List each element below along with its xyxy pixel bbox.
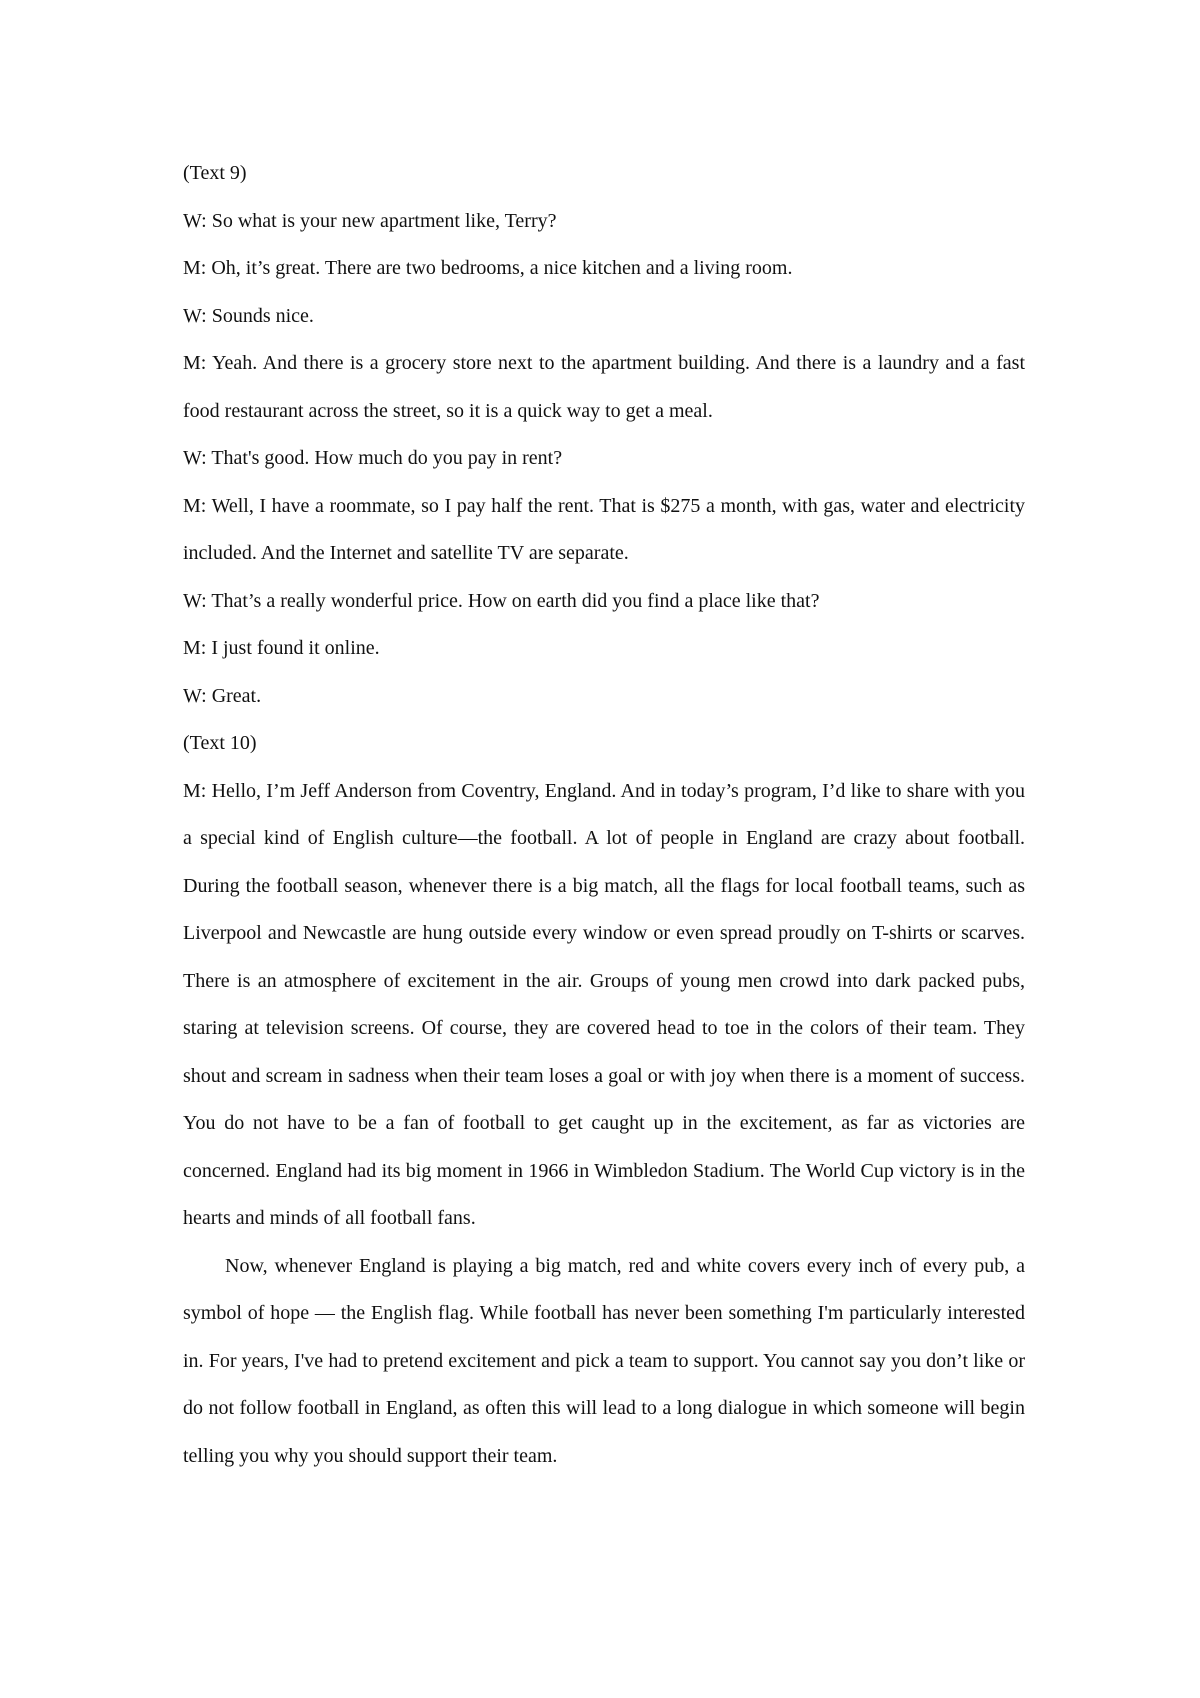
dialogue-line: M: Yeah. And there is a grocery store next to the apartment building. And there is a laundry and a fast food restaurant across the street, so it is a quick way to get a meal. — [183, 352, 1025, 422]
dialogue-line: W: That’s a really wonderful price. How on earth did you find a place like that? — [183, 589, 820, 612]
dialogue-line: W: Great. — [183, 684, 262, 707]
monologue-paragraph: M: Hello, I’m Jeff Anderson from Coventry, England. And in today’s program, I’d like to share with you a special kind of English culture—the football. A lot of people in England are crazy about football. During the football season, whenever there is a big match, all the flags for local football teams, such as Liverpool and Newcastle are hung outside every window or even spread proudly on T-shirts or scarves. There is an atmosphere of excitement in the air. Groups of young men crowd into dark packed pubs, staring at television screens. Of course, they are covered head to toe in the colors of their team. They shout and scream in sadness when their team loses a goal or with joy when there is a moment of success. You do not have to be a fan of football to get caught up in the excitement, as far as victories are concerned. England had its big moment in 1966 in Wimbledon Stadium. The World Cup victory is in the hearts and minds of all football fans. — [183, 779, 1025, 1229]
dialogue-line: W: That's good. How much do you pay in rent? — [183, 447, 563, 469]
dialogue-line: W: Sounds nice. — [183, 304, 314, 327]
dialogue-line: M: Well, I have a roommate, so I pay half the rent. That is $275 a month, with gas, water and electricity included. And the Internet and satellite TV are separate. — [183, 494, 1025, 564]
document-page — [183, 150, 1025, 1480]
text-9-heading: (Text 9) — [183, 162, 247, 184]
text-10-heading: (Text 10) — [183, 732, 257, 754]
dialogue-line: M: Oh, it’s great. There are two bedrooms, a nice kitchen and a living room. — [183, 257, 793, 279]
monologue-paragraph: Now, whenever England is playing a big match, red and white covers every inch of every pub, a symbol of hope — the English flag. While football has never been something I'm particularly interested in. For years, I've had to pretend excitement and pick a team to support. You cannot say you don’t like or do not follow football in England, as often this will lead to a long dialogue in which someone will begin telling you why you should support their team. — [183, 1254, 1025, 1467]
dialogue-line: M: I just found it online. — [183, 637, 380, 659]
dialogue-line: W: So what is your new apartment like, Terry? — [183, 209, 557, 232]
